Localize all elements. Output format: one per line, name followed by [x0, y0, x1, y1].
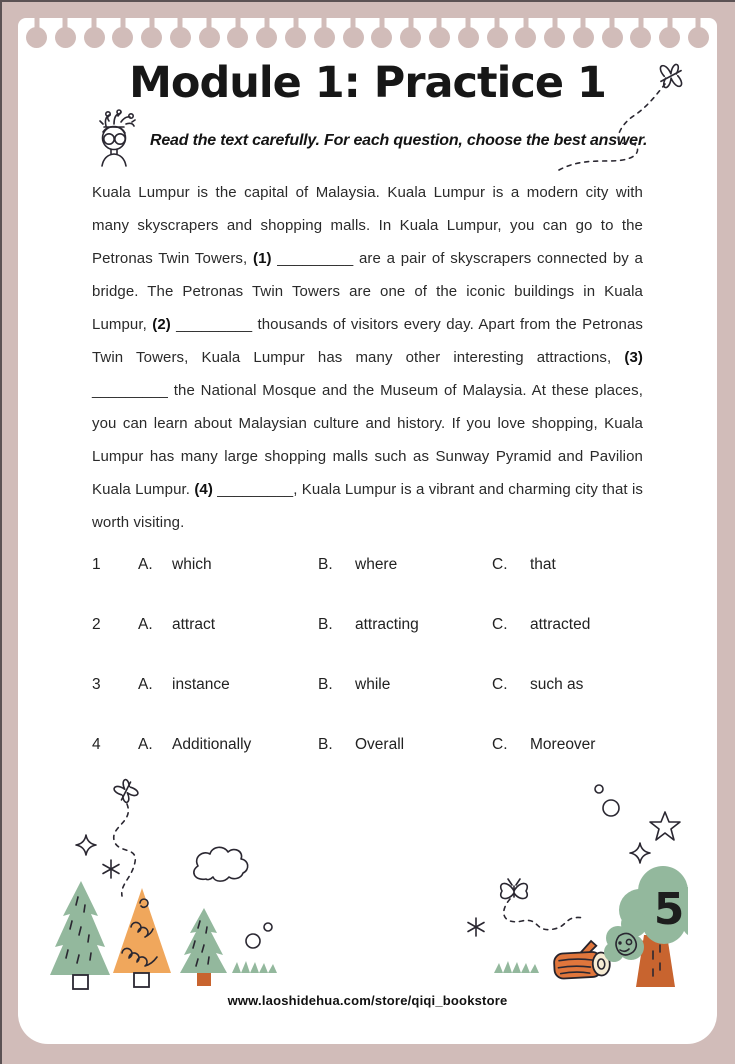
- question-number: 2: [92, 616, 101, 633]
- footer-url: www.laoshidehua.com/store/qiqi_bookstore: [227, 993, 508, 1008]
- option-text: which: [172, 556, 212, 573]
- bead-decoration: [429, 27, 450, 48]
- option-label: C.: [492, 556, 508, 573]
- butterfly-icon: [501, 879, 528, 899]
- option-text: attracted: [530, 616, 591, 633]
- bead-decoration: [199, 27, 220, 48]
- bead-decoration: [515, 27, 536, 48]
- option-text: that: [530, 556, 556, 573]
- option-text: instance: [172, 676, 230, 693]
- asterisk-icon: [103, 860, 119, 878]
- bead-decoration: [659, 27, 680, 48]
- passage-text: Kuala Lumpur is the capital of Malaysia. Kuala Lumpur is a modern city with many skyscrapers and shopping malls. In Kuala Lumpur, you can go to the Petronas Twin Towers, (1) _________ are a pair of skyscrapers connected by a bridge. The Petronas Twin Towers are one of the iconic buildings in Kuala Lumpur, (2) _________ thousands of visitors every day. Apart from the Petronas Twin Towers, Kuala Lumpur has many other interesting attractions, (3) _________ the National Mosque and the Museum of Malaysia. At these places, you can learn about Malaysian culture and history. If you love shopping, Kuala Lumpur has many large shopping malls such as Sunway Pyramid and Pavilion Kuala Lumpur. (4) _________, Kuala Lumpur is a vibrant and charming city that is worth visiting.: [92, 184, 644, 531]
- grass-icon: [494, 961, 539, 973]
- bead-decoration: [573, 27, 594, 48]
- bead-decoration: [55, 27, 76, 48]
- question-row: [92, 615, 643, 635]
- bead-decoration: [458, 27, 479, 48]
- option-text: Moreover: [530, 736, 596, 753]
- bead-decoration: [256, 27, 277, 48]
- option-label: A.: [138, 736, 153, 753]
- worksheet-page: [18, 18, 717, 1044]
- circle-doodle-icon: [264, 923, 272, 931]
- question-row: [92, 675, 643, 695]
- orange-tree-icon: [113, 888, 171, 987]
- bead-decoration: [285, 27, 306, 48]
- bead-decoration: [112, 27, 133, 48]
- bead-decoration: [400, 27, 421, 48]
- question-row: [92, 735, 643, 755]
- bead-decoration: [487, 27, 508, 48]
- option-label: C.: [492, 736, 508, 753]
- question-number: 4: [92, 736, 101, 753]
- instruction-text: Read the text carefully. For each question, choose the best answer.: [150, 132, 648, 149]
- option-text: attract: [172, 616, 216, 633]
- option-text: Additionally: [172, 736, 252, 753]
- bead-decoration: [170, 27, 191, 48]
- bead-decoration: [688, 27, 709, 48]
- option-label: B.: [318, 556, 333, 573]
- circle-doodle-icon: [246, 934, 260, 948]
- option-text: Overall: [355, 736, 405, 753]
- question-number: 1: [92, 556, 101, 573]
- option-label: C.: [492, 676, 508, 693]
- option-text: where: [355, 556, 398, 573]
- bead-decoration: [602, 27, 623, 48]
- dragonfly-doodle-icon: [551, 58, 691, 183]
- circle-doodle-icon: [595, 785, 603, 793]
- asterisk-icon: [468, 918, 484, 936]
- bead-decoration: [343, 27, 364, 48]
- option-label: A.: [138, 616, 153, 633]
- option-label: C.: [492, 616, 508, 633]
- bead-decoration: [544, 27, 565, 48]
- page-title: Module 1: Practice 1: [129, 58, 606, 108]
- bead-decoration: [227, 27, 248, 48]
- small-pine-tree-icon: [180, 908, 227, 986]
- forest-scene-decoration: [48, 775, 688, 990]
- grass-icon: [232, 961, 277, 973]
- sparkle-icon: [76, 835, 96, 855]
- bead-decoration: [26, 27, 47, 48]
- log-icon: [553, 940, 610, 979]
- bead-decoration: [141, 27, 162, 48]
- bead-decoration: [314, 27, 335, 48]
- question-number: 3: [92, 676, 101, 693]
- pine-tree-icon: [50, 881, 110, 989]
- sparkle-icon: [630, 843, 650, 863]
- option-label: A.: [138, 556, 153, 573]
- option-label: B.: [318, 616, 333, 633]
- option-label: B.: [318, 676, 333, 693]
- option-label: B.: [318, 736, 333, 753]
- bead-decoration: [84, 27, 105, 48]
- bead-decoration: [630, 27, 651, 48]
- bead-decoration: [371, 27, 392, 48]
- question-list: [92, 555, 643, 755]
- circle-doodle-icon: [603, 800, 619, 816]
- option-text: attracting: [355, 616, 419, 633]
- question-row: [92, 555, 643, 575]
- option-text: while: [355, 676, 391, 693]
- option-label: A.: [138, 676, 153, 693]
- option-text: such as: [530, 676, 584, 693]
- page-number-tree-icon: [604, 866, 688, 987]
- dragonfly-doodle-icon: [113, 778, 139, 804]
- page-number: 5: [653, 884, 685, 935]
- cloud-icon: [194, 847, 248, 881]
- avatar-doodle-icon: [88, 108, 140, 170]
- star-icon: [650, 812, 680, 840]
